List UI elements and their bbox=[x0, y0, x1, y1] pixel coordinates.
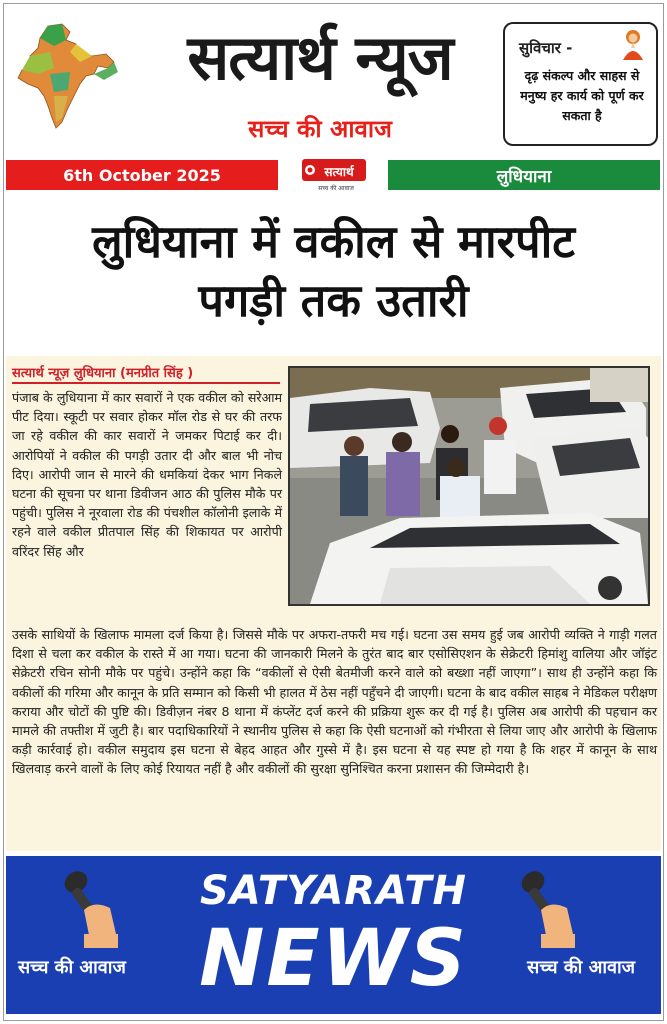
banner-tagline-left: सच्च की आवाज bbox=[18, 957, 126, 978]
city-bar bbox=[388, 160, 660, 190]
logo-mini-text: सत्यार्थ bbox=[324, 165, 354, 179]
headline-line-1: लुधियाना में वकील से मारपीट bbox=[92, 215, 575, 268]
satyarath-news-banner bbox=[6, 856, 661, 1014]
news-photo-illustration bbox=[290, 368, 648, 604]
masthead-title: सत्यार्थ न्यूज bbox=[187, 21, 453, 94]
banner-title-news: NEWS bbox=[199, 914, 468, 1004]
headline bbox=[10, 212, 657, 331]
masthead-tagline: सच्च की आवाज bbox=[248, 115, 392, 143]
banner-title-satyarath: SATYARATH bbox=[199, 868, 467, 914]
india-map-icon bbox=[10, 22, 122, 132]
thought-title: सुविचार - bbox=[519, 39, 573, 57]
byline-underline bbox=[12, 382, 280, 384]
thought-text: दृढ़ संकल्प और साहस से मनुष्य हर कार्य को पूर्ण कर सकता है bbox=[520, 68, 644, 123]
news-photo bbox=[288, 366, 650, 606]
article-column-text: पंजाब के लुधियाना में कार सवारों ने एक वकील को सरेआम पीट दिया। स्कूटी पर सवार होकर मॉल रोड से घर की तरफ जा रहे वकील की कार सवारों ने जमकर पिटाई कर दी। आरोपियों ने वकील की पगड़ी उतार दी और बाल भी नोच दिए। आरोपी जान से मारने की धमकियां देकर भाग निकले घटना की सूचना पर थाना डिवीजन आठ की पुलिस मौके पर पहुंची। पुलिस ने नूरवाला रोड की पंचशील कॉलोनी इलाके में रहने वाले वकील प्रीतपाल सिंह की शिकायत पर आरोपी वरिंदर सिंह और bbox=[12, 390, 282, 559]
date-text: 6th October 2025 bbox=[63, 165, 221, 185]
namaste-figure-icon bbox=[618, 28, 648, 62]
headline-line-2: पगड़ी तक उतारी bbox=[198, 274, 469, 328]
banner-tagline-right: सच्च की आवाज bbox=[527, 957, 635, 978]
date-bar bbox=[6, 160, 278, 190]
byline: सत्यार्थ न्यूज़ लुधियाना (मनप्रीत सिंह ) bbox=[12, 366, 194, 381]
logo-mini-sub: सच्च की आवाज bbox=[318, 185, 354, 192]
city-text: लुधियाना bbox=[496, 166, 552, 187]
satyarath-logo-icon bbox=[302, 157, 366, 193]
article-full-text: उसके साथियों के खिलाफ मामला दर्ज किया है। जिससे मौके पर अफरा-तफरी मच गई। घटना उस समय हुई जब आरोपी व्यक्ति ने गाड़ी गलत दिशा से चला कर वकील के रास्ते में आ गया। घटना की जानकारी मिलने के तुरंत बाद बार एसोसिएशन के सेक्रेटरी हिमांशु वालिया और जॉइंट सेक्रेटरी रचिन सोनी मौके पर पहुंचे। उन्होंने कहा कि “वकीलों से ऐसी बेतमीजी करने वाले को बख्शा नहीं जाएगा”। साथ ही उन्होंने कहा कि वकीलों की गरिमा और कानून के प्रति सम्मान को किसी भी हालत में ठेस नहीं पहुँचने दी जाएगी। घटना के बाद वकील साहब ने मेडिकल परीक्षण कराया और चोटों की पुष्टि की। डिवीज़न नंबर 8 थाना में कंप्लेंट दर्ज करने की प्रक्रिया शुरू कर दी गई है। पुलिस अब आरोपी की पहचान कर मामले की तफ्तीश में जुटी है। बार पदाधिकारियों ने स्थानीय पुलिस से कहा कि ऐसी घटनाओं को गंभीरता से लिया जाए और आरोपी के खिलाफ कड़ी कार्रवाई हो। वकील समुदाय इस घटना से बेहद आहत और गुस्से में है। इस घटना से यह स्पष्ट हो गया है कि शहर में कानून के साथ खिलवाड़ करने वालों के लिए कोई रियायत नहीं है और वकीलों की सुरक्षा सुनिश्चित करना प्रशासन की जिम्मेदारी है। bbox=[12, 627, 657, 777]
thought-box bbox=[503, 22, 658, 146]
